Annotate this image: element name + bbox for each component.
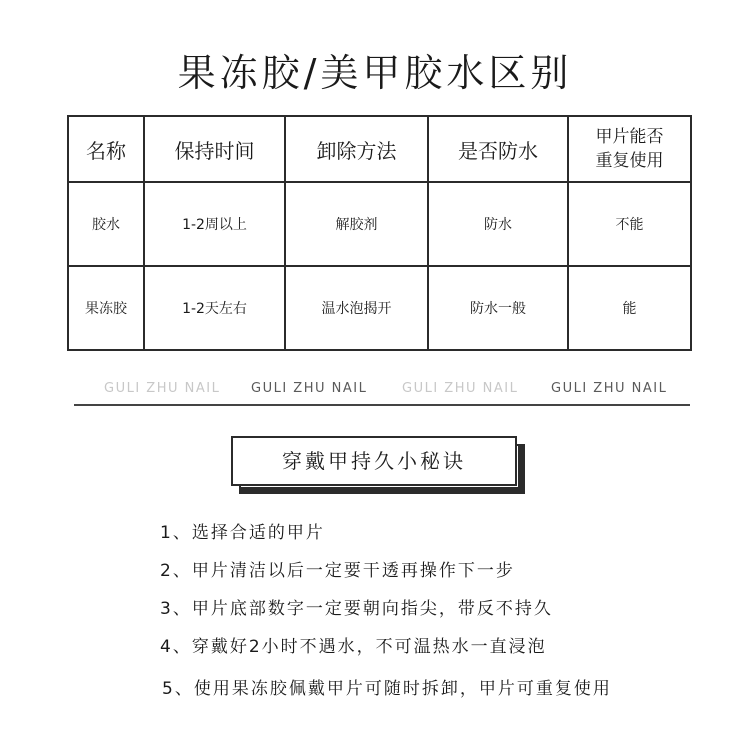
cell-waterproof: 防水 xyxy=(428,182,568,266)
comparison-table xyxy=(67,115,692,351)
cell-waterproof: 防水一般 xyxy=(428,266,568,350)
cell-removal: 解胶剂 xyxy=(285,182,428,266)
list-item: 3、甲片底部数字一定要朝向指尖，带反不持久 xyxy=(160,599,553,619)
header-reusable xyxy=(568,116,691,182)
cell-name: 果冻胶 xyxy=(68,266,144,350)
cell-reusable: 不能 xyxy=(568,182,691,266)
cell-reusable: 能 xyxy=(568,266,691,350)
header-name: 名称 xyxy=(68,116,144,182)
tips-title: 穿戴甲持久小秘诀 xyxy=(231,436,517,486)
list-item: 2、甲片清洁以后一定要干透再操作下一步 xyxy=(160,561,515,581)
table-header-row xyxy=(68,116,691,182)
header-reusable-text: 甲片能否 重复使用 xyxy=(595,127,664,171)
table-row xyxy=(68,182,691,266)
watermark-text: GULI ZHU NAIL xyxy=(104,381,221,396)
cell-removal: 温水泡揭开 xyxy=(285,266,428,350)
cell-duration: 1-2周以上 xyxy=(144,182,285,266)
header-waterproof: 是否防水 xyxy=(428,116,568,182)
list-item: 5、使用果冻胶佩戴甲片可随时拆卸，甲片可重复使用 xyxy=(162,679,612,699)
header-removal: 卸除方法 xyxy=(285,116,428,182)
watermark-strip xyxy=(0,381,750,401)
watermark-text: GULI ZHU NAIL xyxy=(551,381,668,396)
header-duration: 保持时间 xyxy=(144,116,285,182)
list-item: 1、选择合适的甲片 xyxy=(160,523,325,543)
cell-duration: 1-2天左右 xyxy=(144,266,285,350)
tips-list xyxy=(160,514,612,708)
watermark-text: GULI ZHU NAIL xyxy=(251,381,368,396)
divider xyxy=(74,404,690,406)
table-row xyxy=(68,266,691,350)
watermark-text: GULI ZHU NAIL xyxy=(402,381,519,396)
cell-name: 胶水 xyxy=(68,182,144,266)
list-item: 4、穿戴好2小时不遇水，不可温热水一直浸泡 xyxy=(160,637,547,657)
page-title: 果冻胶/美甲胶水区别 xyxy=(177,51,573,95)
